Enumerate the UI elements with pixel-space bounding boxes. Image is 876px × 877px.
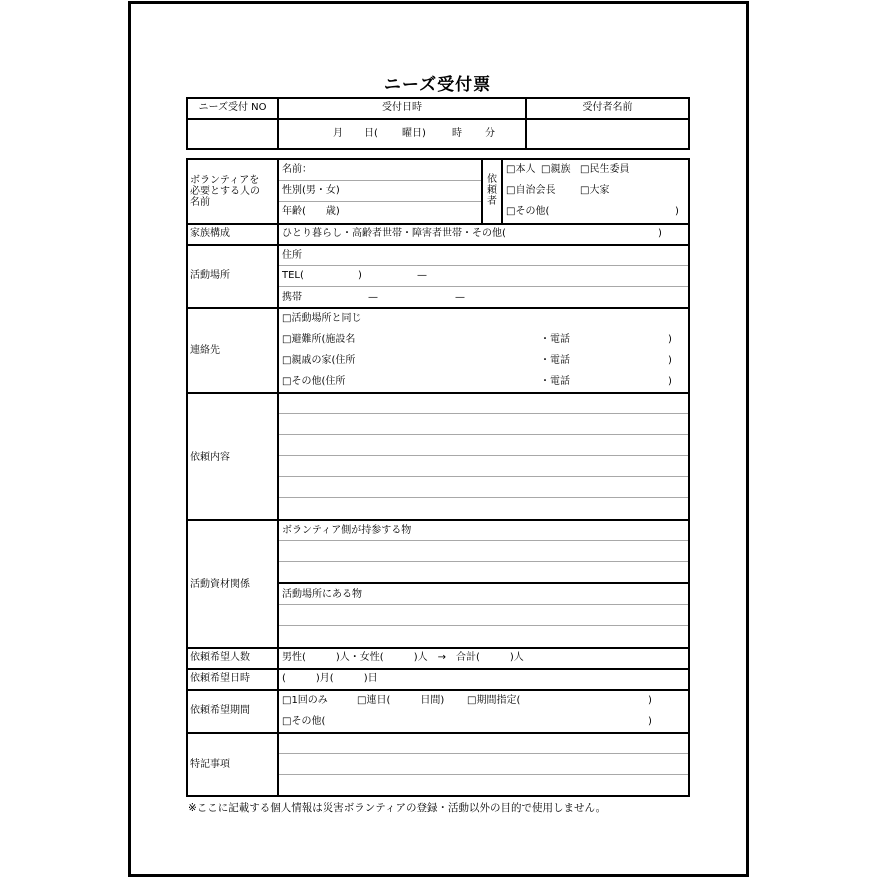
form-title: ニーズ受付票 (383, 75, 492, 95)
requester-option-welfare-commissioner[interactable]: □民生委員 (580, 164, 630, 175)
place-address-field[interactable]: 住所 (282, 250, 302, 261)
datetime-weekday: 曜日) (402, 128, 426, 139)
requester-label-char-3: 者 (487, 196, 497, 207)
contact-relative-phone: ・電話 (540, 355, 570, 366)
row-divider-date-top (186, 668, 690, 670)
requester-option-landlord[interactable]: □大家 (580, 185, 610, 196)
desired-period-label: 依頼希望期間 (190, 705, 250, 716)
person-label-line-1: ボランティアを (190, 175, 260, 186)
privacy-footer-note: ※ここに記載する個人情報は災害ボランティアの登録・活動以外の目的で使用しません。 (188, 802, 607, 814)
notes-line-2 (279, 774, 688, 775)
family-other-close: ) (658, 228, 662, 239)
person-row-divider-1 (279, 180, 482, 181)
materials-onsite-items-label: 活動場所にある物 (282, 589, 362, 600)
row-divider-place-top (186, 244, 690, 246)
contact-other-close: ) (668, 376, 672, 387)
request-line-3 (279, 455, 688, 456)
request-line-2 (279, 434, 688, 435)
person-age-field[interactable]: 年齢( 歳) (282, 206, 340, 217)
period-option-consecutive[interactable]: □連日( 日間) (357, 695, 445, 706)
notes-label: 特記事項 (190, 759, 230, 770)
requester-divider-right (501, 158, 503, 224)
request-label: 依頼内容 (190, 452, 230, 463)
place-tel-dash: — (417, 270, 427, 281)
request-line-1 (279, 413, 688, 414)
period-option-other[interactable]: □その他( (282, 716, 326, 727)
requester-label-char-2: 頼 (487, 185, 497, 196)
person-gender-field[interactable]: 性別(男・女) (282, 185, 340, 196)
requester-label (483, 174, 501, 207)
notes-line-1 (279, 753, 688, 754)
requester-option-other-close: ) (675, 206, 679, 217)
contact-label: 連絡先 (190, 345, 220, 356)
materials-onsite-items-field[interactable] (279, 605, 688, 647)
contact-option-same[interactable]: □活動場所と同じ (282, 313, 362, 324)
period-option-once[interactable]: □1回のみ (282, 695, 328, 706)
materials-label: 活動資材関係 (190, 579, 250, 590)
requester-option-relative[interactable]: □親族 (541, 164, 571, 175)
family-options[interactable]: ひとり暮らし・高齢者世帯・障害者世帯・その他( (282, 228, 506, 239)
person-label-line-2: 必要とする人の (190, 186, 260, 197)
requester-option-other[interactable]: □その他( (506, 206, 550, 217)
place-tel-field[interactable]: TEL( (282, 270, 304, 281)
contact-option-other[interactable]: □その他(住所 (282, 376, 346, 387)
receiver-name-field[interactable] (527, 120, 688, 148)
family-label: 家族構成 (190, 228, 230, 239)
person-label-line-3: 名前 (190, 197, 210, 208)
period-other-close: ) (648, 716, 652, 727)
materials-subsection-divider (279, 582, 688, 584)
request-line-4 (279, 476, 688, 477)
materials-volunteer-items-label: ボランティア側が持参する物 (282, 525, 412, 536)
contact-relative-close: ) (668, 355, 672, 366)
datetime-month: 月 (333, 128, 343, 139)
person-row-divider-2 (279, 201, 482, 202)
datetime-hour: 時 (452, 128, 462, 139)
contact-shelter-close: ) (668, 334, 672, 345)
requester-option-self[interactable]: □本人 (506, 164, 536, 175)
place-mobile-dash-1: — (368, 292, 378, 303)
headcount-label: 依頼希望人数 (190, 652, 250, 663)
person-name-field[interactable]: 名前： (282, 164, 312, 175)
period-specified-close: ) (648, 695, 652, 706)
row-divider-headcount-top (186, 647, 690, 649)
place-mobile-dash-2: — (455, 292, 465, 303)
request-line-5 (279, 497, 688, 498)
headcount-field[interactable]: 男性( )人・女性( )人 → 合計( )人 (282, 652, 524, 663)
desired-date-label: 依頼希望日時 (190, 673, 250, 684)
place-tel-close: ) (358, 270, 362, 281)
place-row-divider-1 (279, 265, 688, 266)
activity-place-label: 活動場所 (190, 270, 230, 281)
requester-option-neighborhood-chief[interactable]: □自治会長 (506, 185, 556, 196)
person-label (190, 175, 260, 208)
period-option-specified[interactable]: □期間指定( (467, 695, 521, 706)
header-col-receipt-no: ニーズ受付 NO (198, 102, 267, 113)
receipt-no-field[interactable] (188, 120, 277, 148)
materials-volunteer-items-field[interactable] (279, 541, 688, 582)
contact-other-phone: ・電話 (540, 376, 570, 387)
header-col-datetime: 受付日時 (382, 102, 422, 113)
requester-label-char-1: 依 (487, 174, 497, 185)
contact-option-shelter[interactable]: □避難所(施設名 (282, 334, 356, 345)
notes-field[interactable] (279, 734, 688, 795)
datetime-minute: 分 (485, 128, 495, 139)
place-mobile-field[interactable]: 携帯 (282, 292, 302, 303)
desired-date-field[interactable]: ( )月( )日 (282, 673, 378, 684)
row-divider-family-top (186, 223, 690, 225)
row-divider-period-top (186, 689, 690, 691)
row-divider-contact-top (186, 307, 690, 309)
row-divider-materials-top (186, 519, 690, 521)
header-col-receiver-name: 受付者名前 (582, 102, 633, 113)
datetime-day: 日( (364, 128, 378, 139)
place-row-divider-2 (279, 286, 688, 287)
contact-option-relative-home[interactable]: □親戚の家(住所 (282, 355, 356, 366)
contact-shelter-phone: ・電話 (540, 334, 570, 345)
